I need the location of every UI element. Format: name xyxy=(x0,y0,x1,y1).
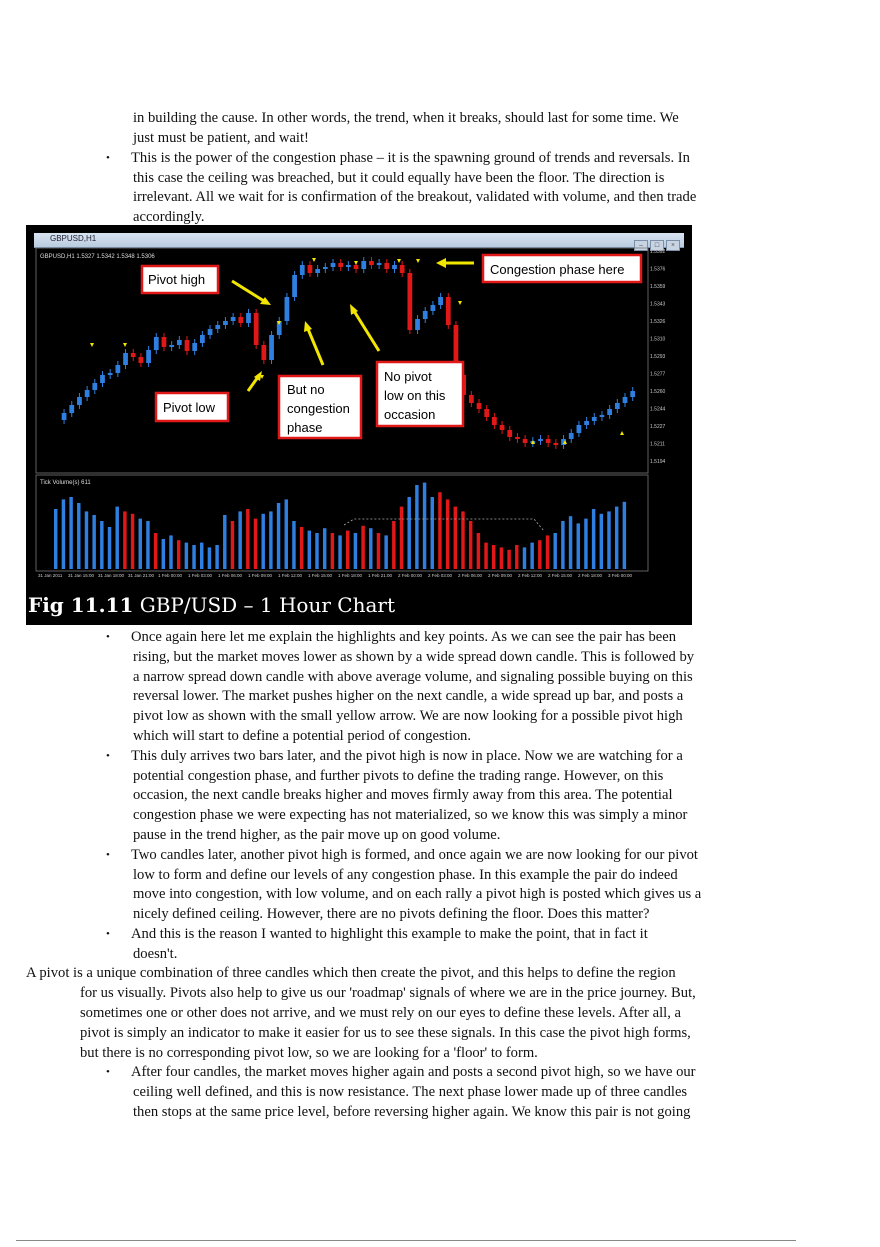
candle xyxy=(415,319,420,330)
volume-bar xyxy=(484,543,487,569)
volume-bar xyxy=(400,507,403,569)
time-tick-label: 31 Jan 2011 xyxy=(38,573,63,578)
candle xyxy=(515,437,520,439)
candle xyxy=(630,391,635,397)
candle xyxy=(231,317,236,321)
time-tick-label: 2 Feb 03:00 xyxy=(428,573,453,578)
volume-bar xyxy=(100,521,103,569)
candle xyxy=(292,275,297,297)
bullet-2-line-1: Once again here let me explain the highlights and key points. As we can see the pair has been xyxy=(131,629,677,645)
pivot-arrow-icon xyxy=(90,343,94,347)
pivot-arrow-icon xyxy=(123,343,127,347)
price-tick-label: 1.5310 xyxy=(650,336,666,343)
volume-bar xyxy=(577,523,580,569)
bullet-2-line-6: which will start to define a potential period of congestion. xyxy=(133,728,472,744)
candle xyxy=(315,269,320,273)
price-tick-label: 1.5194 xyxy=(650,459,666,465)
volume-bar xyxy=(515,545,518,569)
candle xyxy=(546,439,551,443)
volume-bar xyxy=(223,515,226,569)
candle xyxy=(400,265,405,273)
volume-bar xyxy=(538,540,541,569)
volume-bar xyxy=(415,485,418,569)
bullet-marker: • xyxy=(106,152,110,164)
candle xyxy=(285,297,290,321)
callout-no-congestion-line-2: congestion xyxy=(287,401,350,416)
volume-bar xyxy=(584,519,587,569)
volume-bar xyxy=(323,528,326,569)
candle xyxy=(477,403,482,409)
volume-bar xyxy=(446,499,449,569)
bullet-3-line-5: pause in the trend higher, as the pair move up on good volume. xyxy=(133,827,501,843)
candle xyxy=(139,357,144,363)
bullet-3-line-1: This duly arrives two bars later, and the pivot high is now in place. Now we are watching for a xyxy=(131,748,683,764)
volume-bar xyxy=(92,515,95,569)
candle xyxy=(323,267,328,269)
candle xyxy=(623,397,628,403)
callout-no-pivot-low-line-1: No pivot xyxy=(384,369,432,384)
candle xyxy=(192,343,197,351)
candle xyxy=(131,353,136,357)
price-tick-label: 1.5211 xyxy=(650,441,665,448)
volume-bar xyxy=(553,533,556,569)
candle xyxy=(146,350,151,363)
volume-bar xyxy=(607,511,610,569)
volume-bar xyxy=(369,528,372,569)
bullet-3-line-4: congestion phase we were expecting has not materialized, so we know this was simply a minor xyxy=(133,807,688,823)
footer-rule xyxy=(16,1240,796,1241)
candle xyxy=(261,345,266,360)
volume-bar xyxy=(277,503,280,569)
candle xyxy=(346,265,351,267)
candle xyxy=(154,337,159,350)
candle xyxy=(62,413,67,420)
volume-bar xyxy=(431,497,434,569)
price-tick-label: 1.5392 xyxy=(650,249,666,255)
volume-bar xyxy=(208,547,211,569)
maximize-icon[interactable]: □ xyxy=(650,240,664,251)
candle xyxy=(108,373,113,375)
volume-bar xyxy=(477,533,480,569)
volume-bar xyxy=(500,547,503,569)
close-icon[interactable]: × xyxy=(666,240,680,251)
volume-bar xyxy=(200,543,203,569)
bullet-4-line-2: low to form and define our levels of any congestion phase. In this example the pair do indeed xyxy=(133,867,678,883)
volume-bar xyxy=(108,527,111,569)
volume-bar xyxy=(492,545,495,569)
callout-no-congestion-line-1: But no xyxy=(287,382,325,397)
time-tick-label: 2 Feb 12:00 xyxy=(518,573,543,578)
candle xyxy=(85,390,90,397)
candle xyxy=(69,405,74,413)
volume-bar xyxy=(261,514,264,569)
candle xyxy=(177,340,182,345)
candle xyxy=(600,415,605,417)
price-tick-label: 1.5260 xyxy=(650,389,666,395)
candle xyxy=(500,425,505,430)
bullet-marker: • xyxy=(106,928,110,940)
volume-bar xyxy=(354,533,357,569)
volume-bar xyxy=(192,545,195,569)
pivot-arrow-icon xyxy=(620,431,624,435)
volume-bar xyxy=(146,521,149,569)
volume-bar xyxy=(338,535,341,569)
candle xyxy=(553,443,558,445)
price-tick-label: 1.5376 xyxy=(650,266,666,273)
callout-no-congestion-line-3: phase xyxy=(287,420,323,435)
price-tick-label: 1.5343 xyxy=(650,301,666,308)
candle xyxy=(300,265,305,275)
bullet-marker: • xyxy=(106,631,110,643)
bullet-3-line-2: potential congestion phase, and further pivots to define the trading range. However, on this xyxy=(133,768,664,784)
bullet-4-line-4: nicely defined ceiling. However, there are no pivots defining the floor. Does this matter? xyxy=(133,906,650,922)
pivot-arrow-icon xyxy=(354,261,358,265)
volume-bar xyxy=(438,492,441,569)
candle xyxy=(607,409,612,415)
candle xyxy=(354,265,359,269)
time-tick-label: 1 Feb 18:00 xyxy=(338,573,363,578)
volume-bar xyxy=(315,533,318,569)
candle xyxy=(331,263,336,267)
bullet-5-line-1: And this is the reason I wanted to highlight this example to make the point, that in fact it xyxy=(131,926,648,942)
candle xyxy=(584,421,589,425)
candlestick-chart xyxy=(26,225,692,595)
candle xyxy=(469,395,474,403)
bullet-2-line-3: a narrow spread down candle with above average volume, and signaling possible buying on this xyxy=(133,669,693,685)
time-tick-label: 2 Feb 09:00 xyxy=(488,573,513,578)
volume-bar xyxy=(331,533,334,569)
time-tick-label: 1 Feb 00:00 xyxy=(158,573,183,578)
time-tick-label: 2 Feb 15:00 xyxy=(548,573,573,578)
candle xyxy=(246,313,251,323)
callout-congestion-here-text: Congestion phase here xyxy=(490,262,625,277)
time-tick-label: 1 Feb 03:00 xyxy=(188,573,213,578)
figure-caption xyxy=(26,591,692,621)
time-tick-label: 2 Feb 18:00 xyxy=(578,573,603,578)
minimize-icon[interactable]: – xyxy=(634,240,648,251)
candle xyxy=(269,335,274,360)
volume-bar xyxy=(461,511,464,569)
pivot-paragraph-line-5: but there is no corresponding pivot low, so we are looking for a 'floor' to form. xyxy=(80,1045,538,1061)
paragraph-top-line-1: in building the cause. In other words, the trend, when it breaks, should last for some time. We xyxy=(133,110,679,126)
candle xyxy=(200,335,205,343)
volume-bar xyxy=(454,507,457,569)
bullet-1-line-3: irrelevant. All we wait for is confirmation of the breakout, validated with volume, and then trade xyxy=(133,189,697,205)
figure-number: Fig 11.11 xyxy=(28,593,134,617)
candle xyxy=(338,263,343,267)
bullet-4-line-1: Two candles later, another pivot high is formed, and once again we are now looking for our pivot xyxy=(131,847,698,863)
time-tick-label: 31 Jan 15:00 xyxy=(68,573,95,578)
candle xyxy=(446,297,451,325)
candle xyxy=(438,297,443,305)
bullet-4-line-3: move into congestion, with low volume, and on each rally a pivot high is posted which gives us a xyxy=(133,886,702,902)
volume-bar xyxy=(292,521,295,569)
volume-bar xyxy=(185,543,188,569)
pivot-arrow-icon xyxy=(312,258,316,262)
time-tick-label: 1 Feb 15:00 xyxy=(308,573,333,578)
candle xyxy=(223,321,228,325)
time-tick-label: 3 Feb 00:00 xyxy=(608,573,633,578)
pivot-arrow-icon xyxy=(416,259,420,263)
paragraph-top-line-2: just must be patient, and wait! xyxy=(133,130,309,146)
candle xyxy=(77,397,82,405)
candle xyxy=(215,325,220,329)
pivot-paragraph-line-2: for us visually. Pivots also help to give us our 'roadmap' signals of where we are in the price journey. But, xyxy=(80,985,696,1001)
time-tick-label: 2 Feb 00:00 xyxy=(398,573,423,578)
window-title: GBPUSD,H1 xyxy=(50,234,97,243)
candle xyxy=(377,263,382,265)
bullet-6-line-3: then stops at the same price level, before reversing higher again. We know this pair is not going xyxy=(133,1104,691,1120)
volume-bar xyxy=(361,526,364,569)
bullet-2-line-5: pivot low as shown with the small yellow arrow. We are now looking for a possible pivot high xyxy=(133,708,683,724)
volume-bar xyxy=(623,502,626,569)
callout-no-pivot-low-line-3: occasion xyxy=(384,407,436,422)
volume-bar xyxy=(131,514,134,569)
pivot-arrow-icon xyxy=(397,259,401,263)
bullet-6-line-2: ceiling well defined, and this is now resistance. The next phase lower made up of three candles xyxy=(133,1084,688,1100)
volume-bar xyxy=(561,521,564,569)
volume-bar xyxy=(177,540,180,569)
candle xyxy=(369,261,374,265)
volume-bar xyxy=(69,497,72,569)
volume-bar xyxy=(254,519,257,569)
pivot-paragraph-line-3: sometimes one or other does not arrive, and we must rely on our eyes to define these levels. After all, a xyxy=(80,1005,682,1021)
bullet-1-line-4: accordingly. xyxy=(133,209,205,225)
candle xyxy=(484,409,489,417)
volume-bar xyxy=(154,533,157,569)
volume-bar xyxy=(546,535,549,569)
bullet-5-line-2: doesn't. xyxy=(133,946,178,962)
candle xyxy=(100,375,105,383)
time-tick-label: 31 Jan 21:00 xyxy=(128,573,155,578)
candle xyxy=(577,425,582,433)
candle xyxy=(208,329,213,335)
bullet-2-line-2: rising, but the market moves lower as shown by a wide spread down candle. This is followed by xyxy=(133,649,695,665)
volume-bar xyxy=(523,547,526,569)
candle xyxy=(523,439,528,443)
bullet-marker: • xyxy=(106,849,110,861)
volume-bar xyxy=(246,509,249,569)
price-tick-label: 1.5359 xyxy=(650,284,666,290)
volume-bar xyxy=(54,509,57,569)
time-tick-label: 2 Feb 06:00 xyxy=(458,573,483,578)
candle xyxy=(361,261,366,269)
candle xyxy=(92,383,97,390)
candle xyxy=(615,403,620,409)
volume-bar xyxy=(139,519,142,569)
volume-bar xyxy=(392,521,395,569)
volume-bar xyxy=(285,499,288,569)
price-tick-label: 1.5277 xyxy=(650,371,666,378)
callout-pivot-low-text: Pivot low xyxy=(163,400,216,415)
callout-pivot-high-text: Pivot high xyxy=(148,272,206,287)
volume-bar xyxy=(77,503,80,569)
bullet-3-line-3: occasion, the next candle breaks higher and moves firmly away from this area. The potential xyxy=(133,787,673,803)
volume-bar xyxy=(231,521,234,569)
pivot-paragraph-line-1: A pivot is a unique combination of three candles which then create the pivot, and this helps to define the region xyxy=(26,965,676,981)
volume-bar xyxy=(308,531,311,569)
volume-bar xyxy=(469,521,472,569)
volume-bar xyxy=(407,497,410,569)
candle xyxy=(115,365,120,373)
candle xyxy=(308,265,313,273)
candle xyxy=(238,317,243,323)
bullet-1-line-2: this case the ceiling was breached, but it could equally have been the floor. The direction is xyxy=(133,170,665,186)
candle xyxy=(431,305,436,311)
volume-bar xyxy=(346,531,349,569)
time-tick-label: 1 Feb 12:00 xyxy=(278,573,303,578)
price-tick-label: 1.5244 xyxy=(650,406,666,413)
bullet-1-line-1: This is the power of the congestion phase – it is the spawning ground of trends and reversals. In xyxy=(131,150,690,166)
volume-bar xyxy=(123,511,126,569)
chart-figure xyxy=(26,225,692,625)
candle xyxy=(507,430,512,437)
volume-bar xyxy=(507,550,510,569)
congestion-volume-outline xyxy=(344,519,544,531)
candle xyxy=(185,340,190,351)
candle xyxy=(492,417,497,425)
volume-bar xyxy=(85,511,88,569)
price-tick-label: 1.5326 xyxy=(650,319,666,325)
time-tick-label: 1 Feb 09:00 xyxy=(248,573,273,578)
price-tick-label: 1.5293 xyxy=(650,354,666,360)
volume-bar xyxy=(162,539,165,569)
volume-bar xyxy=(62,499,65,569)
volume-bar xyxy=(238,511,241,569)
volume-bar xyxy=(377,533,380,569)
volume-bar xyxy=(169,535,172,569)
volume-bar xyxy=(115,507,118,569)
volume-bar xyxy=(569,516,572,569)
candle xyxy=(254,313,259,345)
volume-bar xyxy=(384,535,387,569)
time-tick-label: 1 Feb 21:00 xyxy=(368,573,393,578)
volume-bar xyxy=(592,509,595,569)
candle xyxy=(423,311,428,319)
volume-bar xyxy=(615,507,618,569)
bullet-marker: • xyxy=(106,750,110,762)
candle xyxy=(569,433,574,439)
pivot-paragraph-line-4: pivot is simply an indicator to make it easier for us to see these signals. In this case the pivot high forms, xyxy=(80,1025,691,1041)
candle xyxy=(538,439,543,441)
volume-bar xyxy=(530,543,533,569)
bullet-6-line-1: After four candles, the market moves higher again and posts a second pivot high, so we have our xyxy=(131,1064,696,1080)
candle xyxy=(392,265,397,269)
volume-bar xyxy=(600,514,603,569)
symbol-info: GBPUSD,H1 1.5327 1.5342 1.5348 1.5306 xyxy=(40,254,155,260)
candle xyxy=(384,263,389,269)
bullet-marker: • xyxy=(106,1066,110,1078)
volume-label: Tick Volume(s) 611 xyxy=(40,480,91,486)
candle xyxy=(407,273,412,330)
figure-title: GBP/USD – 1 Hour Chart xyxy=(139,593,395,617)
price-tick-label: 1.5227 xyxy=(650,424,666,430)
candle xyxy=(162,337,167,347)
volume-bar xyxy=(423,483,426,569)
pivot-arrow-icon xyxy=(458,301,462,305)
volume-bar xyxy=(269,511,272,569)
candle xyxy=(592,417,597,421)
candle xyxy=(169,345,174,347)
time-tick-label: 31 Jan 18:00 xyxy=(98,573,125,578)
volume-bar xyxy=(300,527,303,569)
volume-bar xyxy=(215,545,218,569)
candle xyxy=(123,353,128,365)
bullet-2-line-4: reversal lower. The market pushes higher on the next candle, a wide spread up bar, and posts a xyxy=(133,688,684,704)
time-tick-label: 1 Feb 06:00 xyxy=(218,573,243,578)
callout-no-pivot-low-line-2: low on this xyxy=(384,388,446,403)
